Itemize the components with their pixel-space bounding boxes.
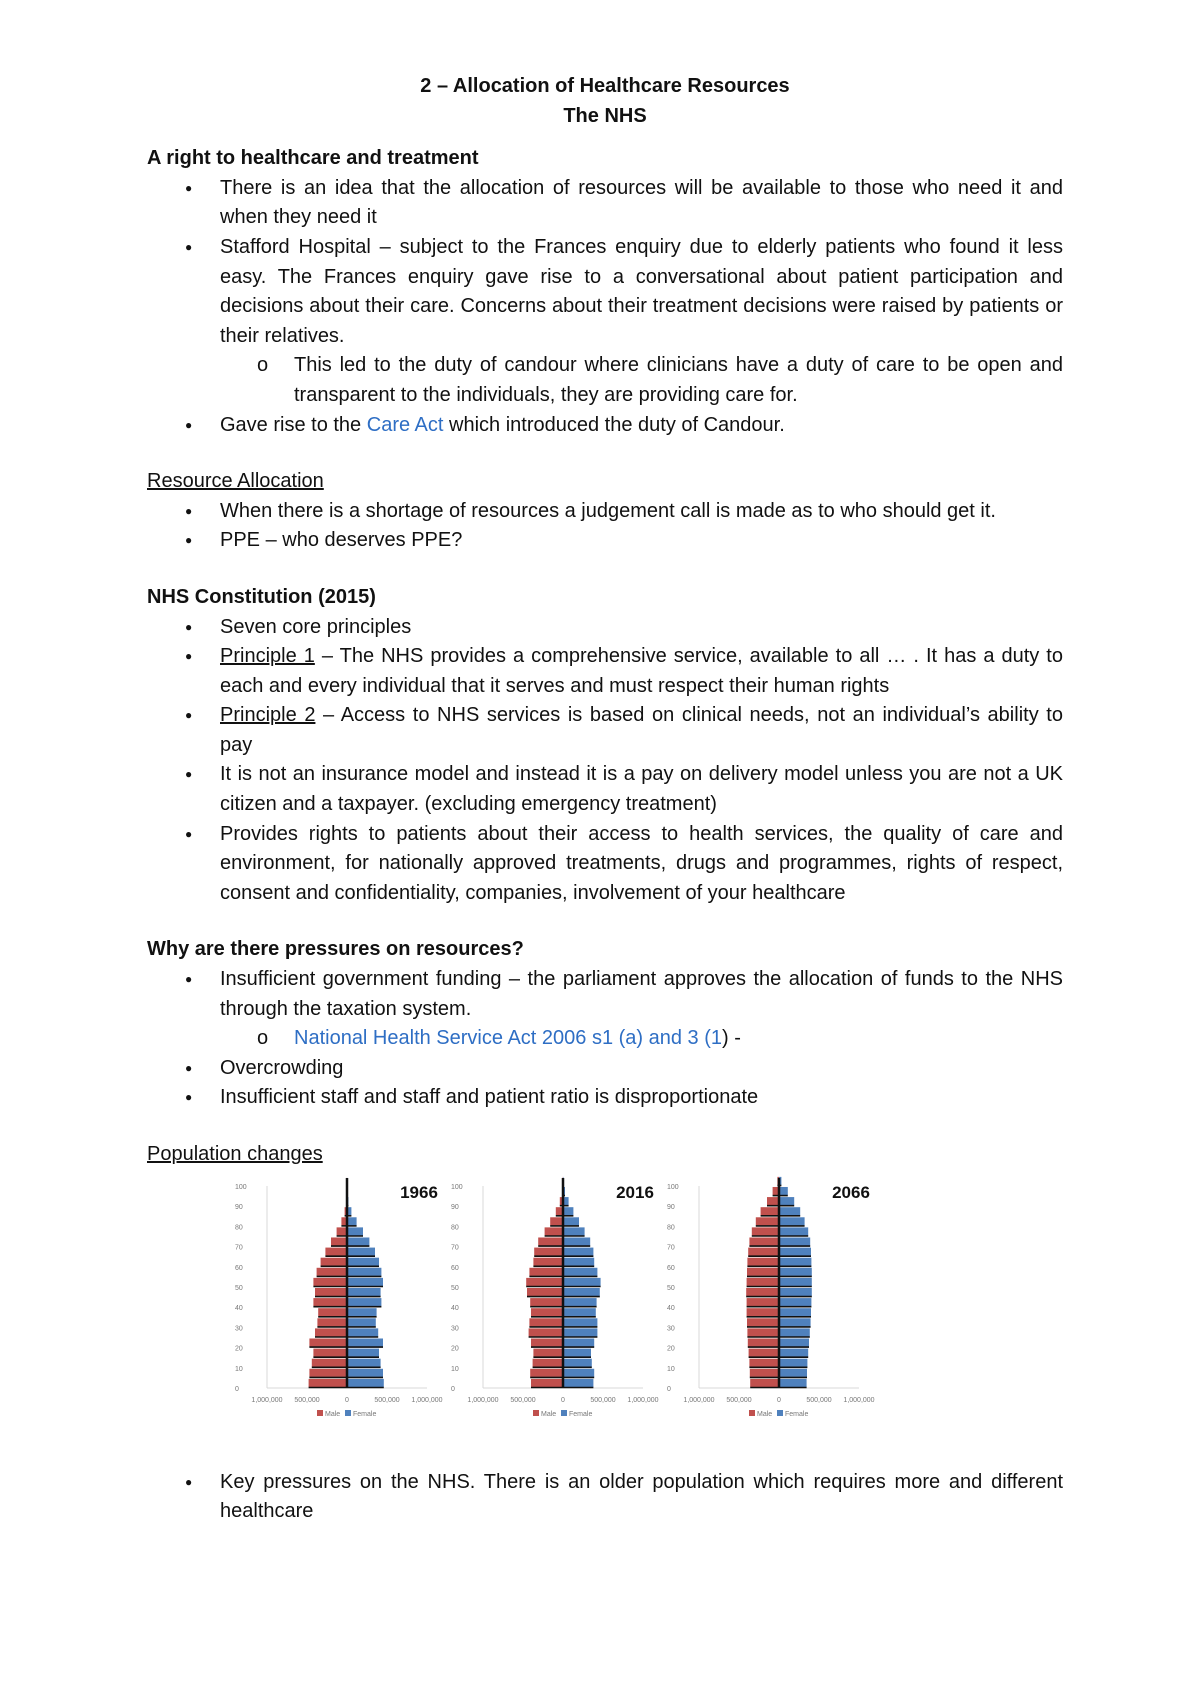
male-bar [529,1318,563,1326]
female-bar [779,1308,811,1316]
female-bar [347,1227,363,1235]
principle-1-text: – The NHS provides a comprehensive service, available to all … . It has a duty to each and every individual that it serves and must respect their human rights [220,645,1063,697]
y-tick-label: 10 [451,1365,459,1373]
list-item: ● Stafford Hospital – subject to the Frances enquiry due to elderly patients who found it less easy. The Frances enquiry gave rise to a conversational about patient participation and decisions about their care. Concerns about their treatment decisions were raised by patients or their relatives. [147,233,1063,351]
female-bar [563,1338,594,1346]
male-bar [531,1308,563,1316]
x-tick-label: 0 [561,1396,565,1404]
y-tick-label: 100 [451,1183,463,1191]
y-tick-label: 30 [451,1324,459,1332]
female-bar [563,1247,593,1255]
female-bar [779,1328,810,1336]
female-bar [563,1348,591,1356]
y-tick-label: 100 [667,1183,679,1191]
male-bar [321,1257,347,1265]
male-bar [545,1227,563,1235]
chart-title: 2066 [832,1182,870,1202]
list-item: ● Insufficient staff and staff and patient ratio is disproportionate [147,1083,1063,1113]
x-tick-label: 1,000,000 [467,1396,499,1404]
y-tick-label: 40 [451,1304,459,1312]
male-bar [747,1318,779,1326]
male-bar [749,1348,779,1356]
y-tick-label: 30 [235,1324,243,1332]
y-tick-label: 10 [235,1365,243,1373]
female-bar [347,1338,383,1346]
list-item: ● When there is a shortage of resources a judgement call is made as to who should get it. [147,497,1063,527]
male-bar [748,1338,779,1346]
y-tick-label: 40 [235,1304,243,1312]
x-tick-label: 500,000 [590,1396,616,1404]
female-bar [779,1348,808,1356]
male-bar [756,1217,779,1225]
male-bar [531,1378,563,1386]
document-subtitle: The NHS [563,104,647,127]
section-list-resource-allocation [147,497,1063,556]
male-bar [533,1348,563,1356]
male-bar [748,1247,779,1255]
female-bar [347,1378,384,1386]
female-bar [779,1237,810,1245]
male-bar [318,1308,347,1316]
x-tick-label: 1,000,000 [683,1396,715,1404]
principle-2-label: Principle 2 [220,704,316,727]
list-item [147,411,1063,441]
list-item: ● It is not an insurance model and instead it is a pay on delivery model unless you are not a UK citizen and a taxpayer. (excluding emergency treatment) [147,760,1063,819]
female-bar [563,1217,579,1225]
legend-male-label: Male [325,1410,341,1418]
female-bar [563,1257,594,1265]
male-bar [309,1368,347,1376]
female-bar [347,1358,381,1366]
list-item: ● There is an idea that the allocation of resources will be available to those who need it and when they need it [147,174,1063,233]
y-tick-label: 70 [235,1244,243,1252]
female-bar [563,1308,596,1316]
female-bar [779,1197,794,1205]
female-bar [779,1227,808,1235]
y-tick-label: 60 [451,1264,459,1272]
male-bar [527,1288,563,1296]
female-bar [779,1257,811,1265]
y-tick-label: 80 [451,1223,459,1231]
male-bar [315,1288,347,1296]
y-tick-label: 100 [235,1183,247,1191]
section-heading-population-changes: Population changes [147,1143,323,1165]
y-tick-label: 50 [667,1284,675,1292]
female-bar [563,1277,601,1285]
list-item [147,642,1063,701]
x-tick-label: 1,000,000 [843,1396,875,1404]
female-bar [779,1267,812,1275]
female-bar [347,1217,357,1225]
list-item: ● Seven core principles [147,613,1063,643]
male-bar [761,1207,779,1215]
sub-list-item [147,1024,1063,1054]
list-item: ● Insufficient government funding – the parliament approves the allocation of funds to the NHS through the taxation system. [147,965,1063,1024]
legend-female-label: Female [569,1410,593,1418]
male-bar [325,1247,347,1255]
care-act-link[interactable]: Care Act [366,413,444,436]
male-bar [529,1267,563,1275]
section-list-population [147,1468,1063,1527]
male-bar [530,1368,563,1376]
care-act-prefix: Gave rise to the [220,413,367,436]
y-tick-label: 90 [667,1203,675,1211]
male-bar [747,1267,779,1275]
document-page [147,72,1063,1527]
male-bar [747,1328,779,1336]
female-bar [563,1237,590,1245]
y-tick-label: 40 [667,1304,675,1312]
female-bar [779,1247,811,1255]
section-heading-right-to-healthcare: A right to healthcare and treatment [147,147,479,170]
nhs-act-link[interactable]: National Health Service Act 2006 s1 (a) and 3 (1 [294,1027,723,1050]
male-bar [526,1277,563,1285]
nhs-act-suffix: ) - [722,1027,741,1050]
document-title: 2 – Allocation of Healthcare Resources [420,75,790,97]
x-tick-label: 0 [345,1396,349,1404]
male-bar [331,1237,347,1245]
y-tick-label: 90 [235,1203,243,1211]
female-bar [779,1358,807,1366]
legend-female-label: Female [353,1410,377,1418]
legend-male-swatch [317,1410,323,1416]
female-bar [779,1338,809,1346]
legend-female-swatch [345,1410,351,1416]
section-heading-resource-allocation: Resource Allocation [147,470,324,493]
male-bar [750,1368,779,1376]
female-bar [347,1257,379,1265]
male-bar [534,1247,563,1255]
male-bar [309,1378,347,1386]
male-bar [313,1348,347,1356]
list-item: ● PPE – who deserves PPE? [147,526,1063,556]
legend-female-swatch [561,1410,567,1416]
principle-1-label: Principle 1 [220,645,315,668]
male-bar [531,1338,563,1346]
female-bar [563,1288,600,1296]
male-bar [533,1358,563,1366]
x-tick-label: 1,000,000 [627,1396,659,1404]
legend-male-label: Male [541,1410,557,1418]
chart-title: 2016 [616,1182,654,1202]
male-bar [746,1288,779,1296]
male-bar [317,1267,347,1275]
list-item [147,701,1063,760]
female-bar [779,1318,811,1326]
female-bar [347,1277,383,1285]
population-pyramid-2066 [659,1176,879,1454]
y-tick-label: 80 [235,1223,243,1231]
male-bar [550,1217,563,1225]
female-bar [563,1318,597,1326]
male-bar [312,1358,347,1366]
x-tick-label: 500,000 [374,1396,400,1404]
female-bar [563,1227,585,1235]
male-bar [749,1358,779,1366]
male-bar [749,1237,779,1245]
female-bar [563,1358,592,1366]
y-tick-label: 50 [235,1284,243,1292]
female-bar [563,1267,597,1275]
section-heading-pressures: Why are there pressures on resources? [147,938,524,961]
y-tick-label: 0 [667,1385,671,1393]
female-bar [563,1368,594,1376]
list-item: ● Key pressures on the NHS. There is an older population which requires more and different healthcare [147,1468,1063,1527]
x-tick-label: 1,000,000 [251,1396,283,1404]
male-bar [747,1277,779,1285]
section-list-pressures [147,965,1063,1113]
x-tick-label: 500,000 [294,1396,320,1404]
female-bar [347,1237,369,1245]
list-item: ● Overcrowding [147,1054,1063,1084]
x-tick-label: 1,000,000 [411,1396,443,1404]
legend-female-label: Female [785,1410,809,1418]
female-bar [779,1288,812,1296]
legend-female-swatch [777,1410,783,1416]
male-bar [529,1328,563,1336]
female-bar [347,1348,379,1356]
care-act-suffix: which introduced the duty of Candour. [443,413,785,436]
y-tick-label: 20 [235,1345,243,1353]
female-bar [779,1207,800,1215]
male-bar [747,1257,779,1265]
list-item: ● Provides rights to patients about their access to health services, the quality of care and environment, for nationally approved treatments, drugs and programmes, rights of respect, consent and confidentiality, companies, involvement of your healthcare [147,820,1063,909]
y-tick-label: 0 [235,1385,239,1393]
male-bar [750,1378,779,1386]
y-tick-label: 60 [667,1264,675,1272]
male-bar [313,1277,347,1285]
y-tick-label: 70 [667,1244,675,1252]
population-pyramid-1966 [227,1176,447,1454]
female-bar [779,1187,788,1195]
female-bar [347,1298,381,1306]
x-tick-label: 500,000 [806,1396,832,1404]
chart-title: 1966 [400,1182,438,1202]
female-bar [347,1247,375,1255]
population-pyramids [147,1176,1063,1454]
x-tick-label: 500,000 [726,1396,752,1404]
y-tick-label: 50 [451,1284,459,1292]
female-bar [563,1328,597,1336]
male-bar [538,1237,563,1245]
female-bar [347,1368,383,1376]
female-bar [563,1378,593,1386]
legend-male-label: Male [757,1410,773,1418]
y-tick-label: 10 [667,1365,675,1373]
male-bar [309,1338,347,1346]
male-bar [767,1197,779,1205]
female-bar [563,1298,597,1306]
sub-list-item: o This led to the duty of candour where clinicians have a duty of care to be open and transparent to the individuals, they are providing care for. [147,351,1063,410]
male-bar [747,1298,779,1306]
y-tick-label: 20 [667,1345,675,1353]
y-tick-label: 90 [451,1203,459,1211]
female-bar [347,1328,378,1336]
male-bar [752,1227,779,1235]
y-tick-label: 20 [451,1345,459,1353]
male-bar [313,1298,347,1306]
female-bar [779,1368,807,1376]
female-bar [347,1267,381,1275]
female-bar [779,1277,812,1285]
female-bar [779,1298,811,1306]
section-heading-nhs-constitution: NHS Constitution (2015) [147,585,376,608]
female-bar [347,1308,377,1316]
x-tick-label: 500,000 [510,1396,536,1404]
legend-male-swatch [749,1410,755,1416]
y-tick-label: 80 [667,1223,675,1231]
male-bar [530,1298,563,1306]
female-bar [347,1318,376,1326]
section-list-right-to-healthcare [147,174,1063,440]
male-bar [747,1308,779,1316]
y-tick-label: 70 [451,1244,459,1252]
x-tick-label: 0 [777,1396,781,1404]
section-list-nhs-constitution [147,613,1063,909]
principle-2-text: – Access to NHS services is based on clinical needs, not an individual’s ability to pay [220,704,1063,756]
female-bar [779,1378,807,1386]
female-bar [779,1217,805,1225]
female-bar [563,1207,573,1215]
male-bar [337,1227,347,1235]
population-pyramid-2016 [443,1176,663,1454]
legend-male-swatch [533,1410,539,1416]
female-bar [347,1288,381,1296]
y-tick-label: 60 [235,1264,243,1272]
male-bar [533,1257,563,1265]
male-bar [317,1318,347,1326]
y-tick-label: 0 [451,1385,455,1393]
male-bar [315,1328,347,1336]
y-tick-label: 30 [667,1324,675,1332]
